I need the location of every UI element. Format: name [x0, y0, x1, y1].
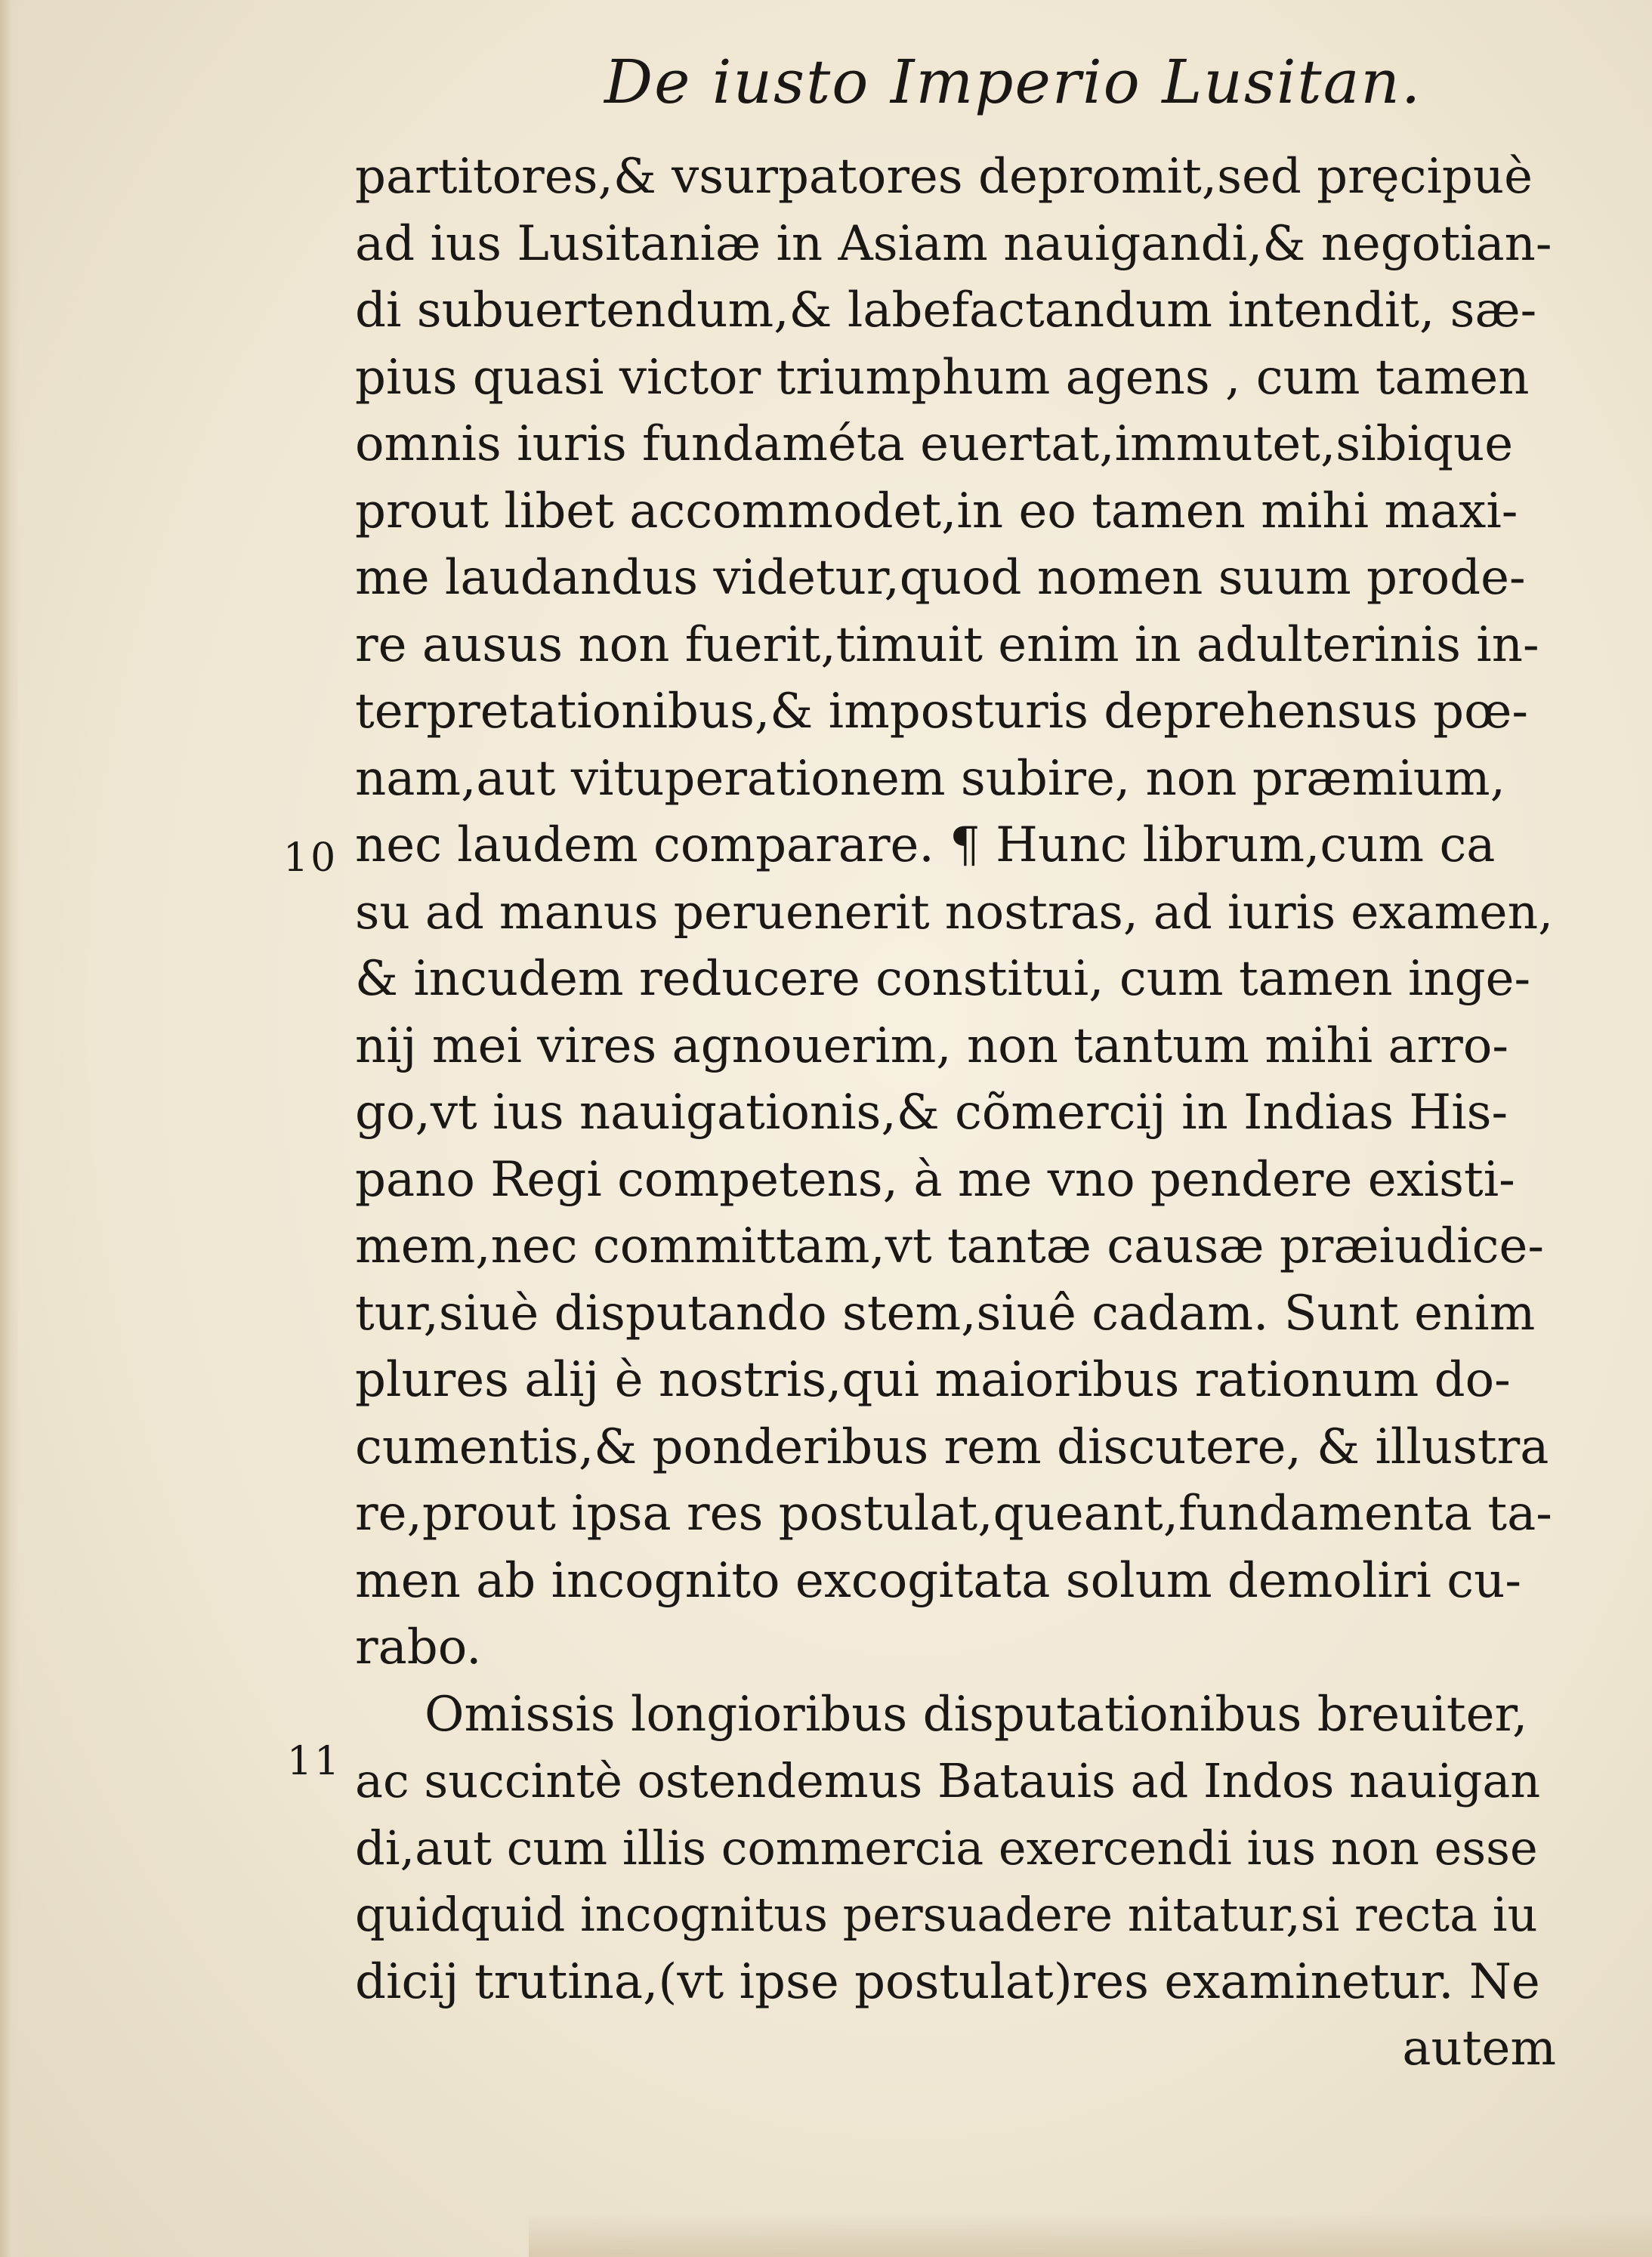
marginal-number-11: 11 — [287, 1739, 342, 1784]
text-line: go,vt ius nauigationis,& cõmercij in Indias His- — [355, 1085, 1508, 1141]
text-line: men ab incognito excogitata solum demoliri cu- — [355, 1552, 1521, 1609]
text-line: di,aut cum illis commercia exercendi ius non esse — [355, 1820, 1538, 1876]
text-line: omnis iuris fundaméta euertat,immutet,sibique — [355, 416, 1514, 472]
text-line: ad ius Lusitaniæ in Asiam nauigandi,& negotian- — [355, 215, 1552, 272]
text-line: tur,siuè disputando stem,siuê cadam. Sunt enim — [355, 1285, 1536, 1342]
text-line: su ad manus peruenerit nostras, ad iuris examen, — [355, 884, 1554, 940]
text-line: ac succintè ostendemus Batauis ad Indos nauigan — [355, 1753, 1541, 1808]
text-line: nec laudem comparare. ¶ Hunc librum,cum ca — [355, 817, 1496, 873]
text-line: re,prout ipsa res postulat,queant,fundamenta ta- — [355, 1486, 1552, 1542]
text-line: rabo. — [355, 1619, 482, 1675]
text-line: pius quasi victor triumphum agens , cum tamen — [355, 349, 1530, 406]
text-line: quidquid incognitus persuadere nitatur,si recta iu — [355, 1887, 1538, 1942]
text-line: partitores,& vsurpatores depromit,sed pręcipuè — [355, 149, 1533, 205]
text-line: terpretationibus,& imposturis deprehensus pœ- — [355, 684, 1528, 739]
text-line: me laudandus videtur,quod nomen suum prode- — [355, 550, 1526, 606]
text-line: nij mei vires agnouerim, non tantum mihi arro- — [355, 1017, 1508, 1074]
text-line: nam,aut vituperationem subire, non præmium, — [355, 750, 1505, 807]
text-line: prout libet accommodet,in eo tamen mihi maxi- — [355, 483, 1518, 539]
text-line: re ausus non fuerit,timuit enim in adulterinis in- — [355, 616, 1539, 673]
page-bottom-edge — [529, 2213, 1652, 2257]
text-line: dicij trutina,(vt ipse postulat)res examinetur. Ne — [355, 1953, 1540, 2010]
page-gutter — [0, 0, 20, 2257]
text-line-paragraph-start: Omissis longioribus disputationibus breuiter, — [425, 1686, 1528, 1743]
text-line: pano Regi competens, à me vno pendere existi- — [355, 1151, 1515, 1208]
text-line: mem,nec committam,vt tantæ causæ præiudice- — [355, 1218, 1544, 1274]
text-line: & incudem reducere constitui, cum tamen inge- — [355, 951, 1531, 1007]
catchword: autem — [1402, 2021, 1556, 2076]
text-line: cumentis,& ponderibus rem discutere, & illustra — [355, 1419, 1549, 1475]
marginal-number-10: 10 — [283, 835, 338, 881]
text-line: plures alij è nostris,qui maioribus rationum do- — [355, 1352, 1511, 1408]
text-block — [355, 144, 1556, 2083]
text-line: di subuertendum,& labefactandum intendit, sæ- — [355, 283, 1537, 338]
running-head: De iusto Imperio Lusitan. — [604, 47, 1422, 117]
